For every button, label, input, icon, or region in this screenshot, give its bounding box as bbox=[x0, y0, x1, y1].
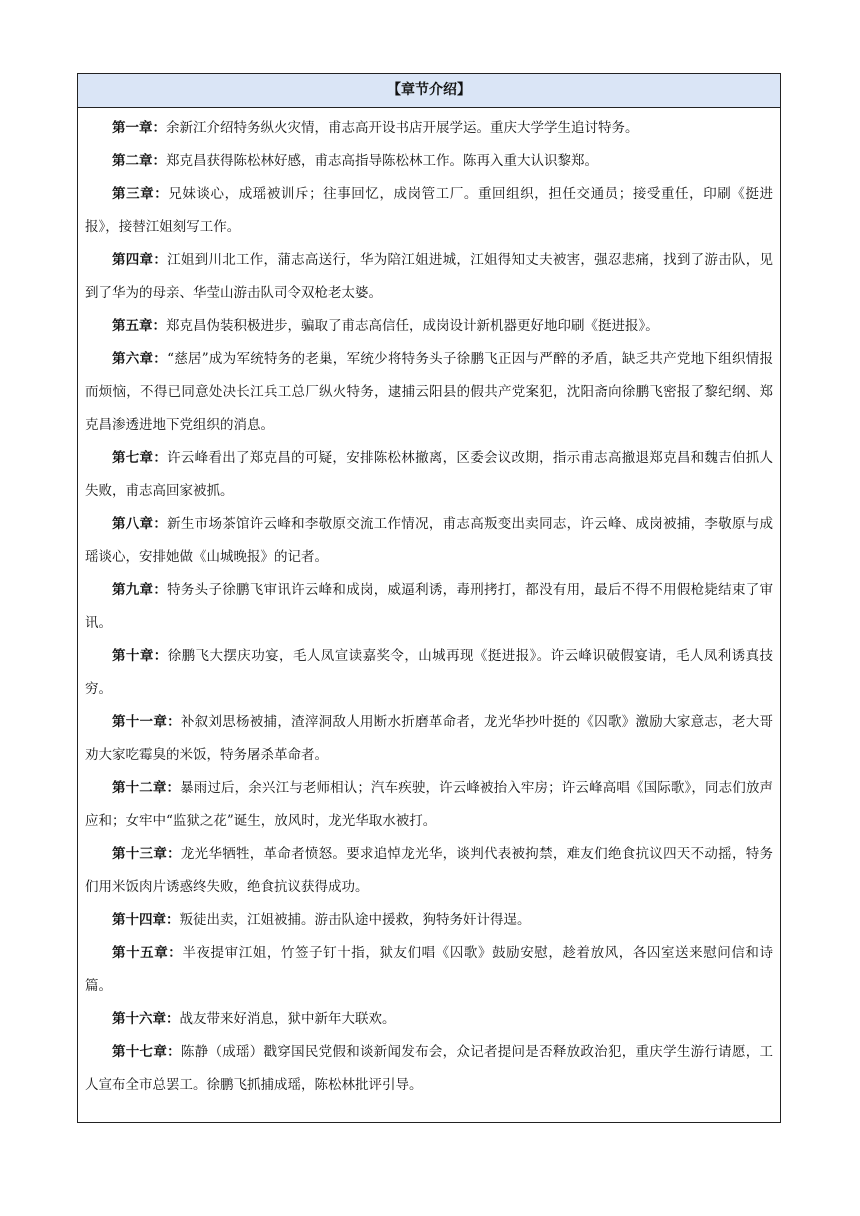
chapter-label: 第十二章： bbox=[112, 780, 181, 796]
chapter-8 bbox=[85, 508, 773, 574]
chapter-text: “慈居”成为军统特务的老巢，军统少将特务头子徐鹏飞正因与严醉的矛盾，缺乏共产党地下组织情报而烦恼，不得已同意处决长江兵工总厂纵火特务，逮捕云阳县的假共产党案犯，沈阳斋向徐鹏飞密报了黎纪纲、郑克昌渗透进地下党组织的消息。 bbox=[85, 351, 773, 433]
chapter-list bbox=[78, 108, 780, 1102]
chapter-13 bbox=[85, 838, 773, 904]
chapter-1 bbox=[85, 112, 773, 145]
chapter-text: 半夜提审江姐，竹签子钉十指，狱友们唱《囚歌》鼓励安慰，趁着放风，各囚室送来慰问信和诗篇。 bbox=[85, 945, 774, 994]
chapter-text: 郑克昌获得陈松林好感，甫志高指导陈松林工作。陈再入重大认识黎郑。 bbox=[166, 153, 598, 169]
chapter-text: 许云峰看出了郑克昌的可疑，安排陈松林撤离，区委会议改期，指示甫志高撤退郑克昌和魏吉伯抓人失败，甫志高回家被抓。 bbox=[85, 450, 774, 499]
chapter-label: 第五章： bbox=[112, 318, 166, 334]
chapter-7 bbox=[85, 442, 773, 508]
chapter-text: 补叙刘思杨被捕，渣滓洞敌人用断水折磨革命者，龙光华抄叶挺的《囚歌》激励大家意志，老大哥劝大家吃霉臭的米饭，特务屠杀革命者。 bbox=[85, 714, 774, 763]
chapter-10 bbox=[85, 640, 773, 706]
chapter-text: 龙光华牺牲，革命者愤怒。要求追悼龙光华，谈判代表被拘禁，难友们绝食抗议四天不动摇，特务们用米饭肉片诱惑终失败，绝食抗议获得成功。 bbox=[85, 846, 774, 895]
chapter-text: 陈静（成瑶）戳穿国民党假和谈新闻发布会，众记者提问是否释放政治犯，重庆学生游行请愿，工人宣布全市总罢工。徐鹏飞抓捕成瑶，陈松林批评引导。 bbox=[85, 1044, 774, 1093]
chapter-17 bbox=[85, 1036, 773, 1102]
chapter-15 bbox=[85, 937, 773, 1003]
chapter-text: 徐鹏飞大摆庆功宴，毛人凤宣读嘉奖令，山城再现《挺进报》。许云峰识破假宴请，毛人凤利诱真技穷。 bbox=[85, 648, 774, 697]
chapter-text: 战友带来好消息，狱中新年大联欢。 bbox=[179, 1011, 396, 1027]
chapter-3 bbox=[85, 178, 773, 244]
chapter-text: 兄妹谈心，成瑶被训斥；往事回忆，成岗管工厂。重回组织，担任交通员；接受重任，印刷《挺进报》，接替江姐刻写工作。 bbox=[85, 186, 774, 235]
chapter-label: 第九章： bbox=[112, 582, 168, 598]
chapter-5 bbox=[85, 310, 773, 343]
chapter-text: 江姐到川北工作，蒲志高送行，华为陪江姐进城，江姐得知丈夫被害，强忍悲痛，找到了游击队，见到了华为的母亲、华莹山游击队司令双枪老太婆。 bbox=[85, 252, 774, 301]
chapter-summary-table bbox=[77, 73, 781, 1123]
chapter-text: 余新江介绍特务纵火灾情，甫志高开设书店开展学运。重庆大学学生追讨特务。 bbox=[166, 120, 639, 136]
table-header bbox=[78, 74, 780, 108]
chapter-label: 第六章： bbox=[112, 351, 168, 367]
chapter-4 bbox=[85, 244, 773, 310]
chapter-label: 第八章： bbox=[112, 516, 168, 532]
chapter-text: 特务头子徐鹏飞审讯许云峰和成岗，威逼利诱，毒刑拷打，都没有用，最后不得不用假枪毙结束了审讯。 bbox=[85, 582, 774, 631]
chapter-text: 暴雨过后，余兴江与老师相认；汽车疾驶，许云峰被抬入牢房；许云峰高唱《国际歌》，同志们放声应和；女牢中“监狱之花”诞生，放风时，龙光华取水被打。 bbox=[85, 780, 774, 829]
chapter-12 bbox=[85, 772, 773, 838]
chapter-6 bbox=[85, 343, 773, 442]
chapter-label: 第十三章： bbox=[112, 846, 181, 862]
chapter-label: 第十七章： bbox=[112, 1044, 181, 1060]
chapter-14 bbox=[85, 904, 773, 937]
chapter-label: 第二章： bbox=[112, 153, 166, 169]
chapter-label: 第十四章： bbox=[112, 912, 180, 928]
chapter-label: 第十章： bbox=[112, 648, 168, 664]
chapter-label: 第三章： bbox=[112, 186, 169, 202]
chapter-label: 第十一章： bbox=[112, 714, 181, 730]
chapter-11 bbox=[85, 706, 773, 772]
chapter-label: 第十六章： bbox=[112, 1011, 180, 1027]
chapter-16 bbox=[85, 1003, 773, 1036]
chapter-label: 第七章： bbox=[112, 450, 168, 466]
header-title: 【章节介绍】 bbox=[387, 82, 471, 98]
chapter-text: 郑克昌伪装积极进步，骗取了甫志高信任，成岗设计新机器更好地印刷《挺进报》。 bbox=[166, 318, 659, 334]
chapter-label: 第一章： bbox=[112, 120, 166, 136]
chapter-9 bbox=[85, 574, 773, 640]
chapter-2 bbox=[85, 145, 773, 178]
chapter-text: 新生市场茶馆许云峰和李敬原交流工作情况，甫志高叛变出卖同志，许云峰、成岗被捕，李敬原与成瑶谈心，安排她做《山城晚报》的记者。 bbox=[85, 516, 774, 565]
chapter-text: 叛徒出卖，江姐被捕。游击队途中援救，狗特务奸计得逞。 bbox=[179, 912, 531, 928]
chapter-label: 第十五章： bbox=[112, 945, 183, 961]
chapter-label: 第四章： bbox=[112, 252, 168, 268]
